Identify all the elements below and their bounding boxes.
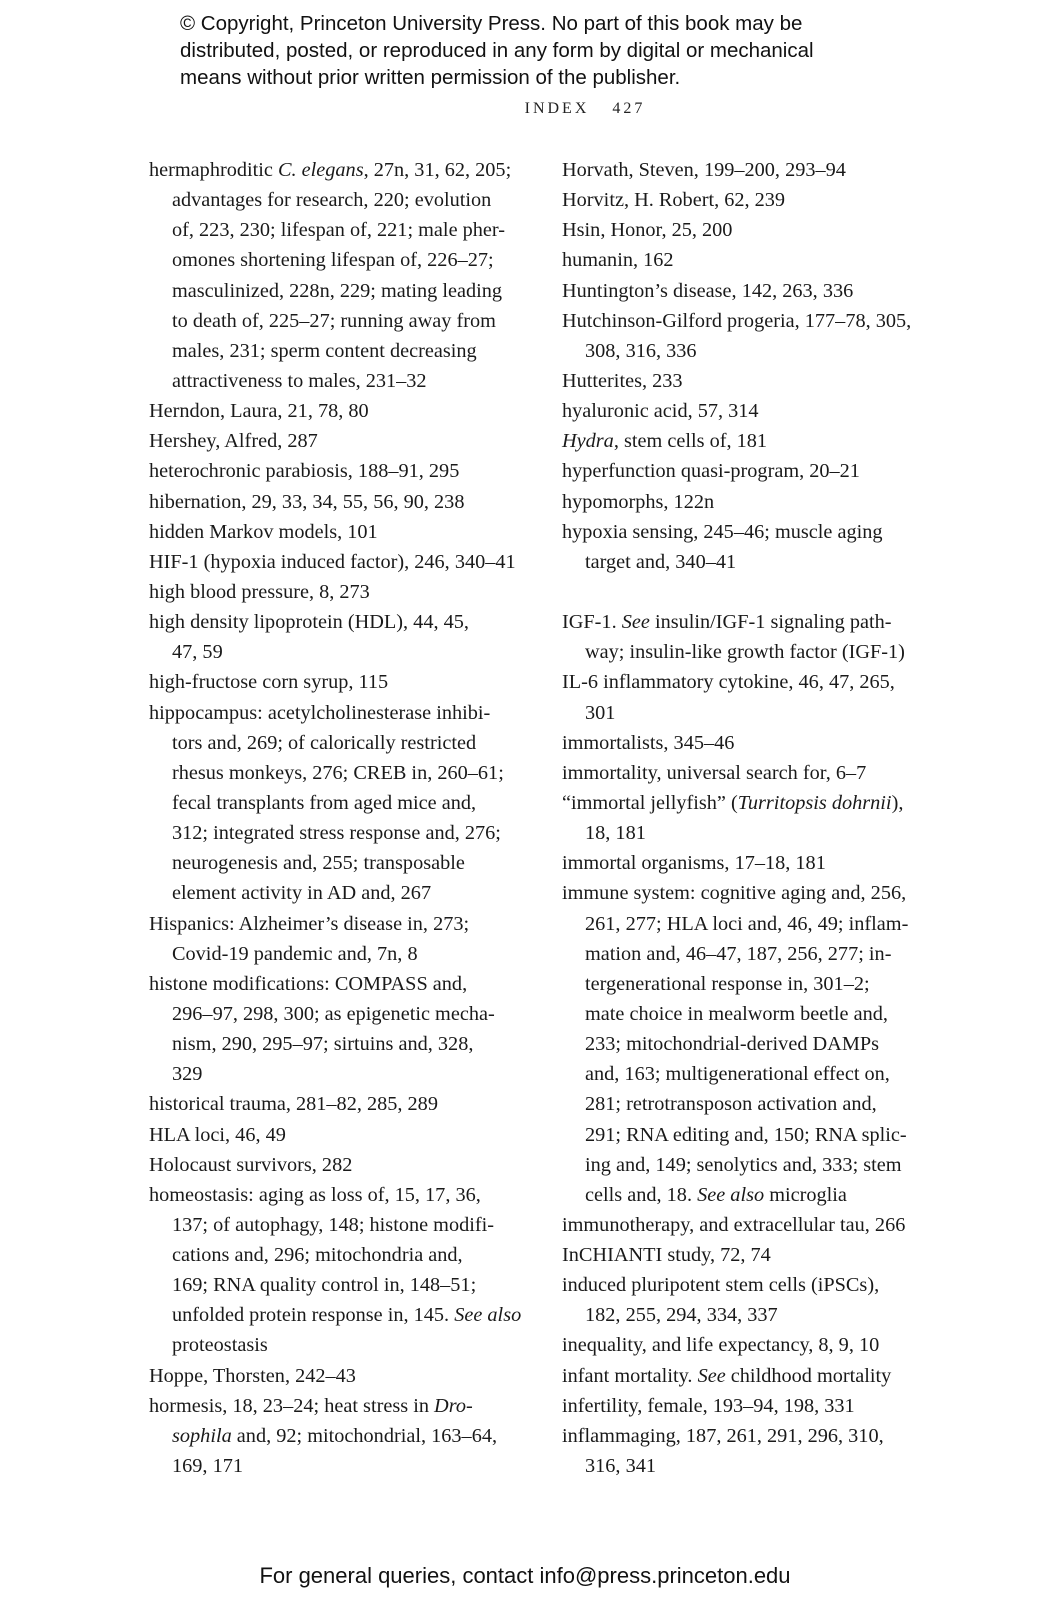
index-entry-continuation: of, 223, 230; lifespan of, 221; male pher-	[172, 219, 506, 242]
index-entry: hyperfunction quasi-program, 20–21	[562, 460, 860, 483]
index-entry-continuation: 169, 171	[172, 1455, 243, 1478]
index-entry-continuation: mate choice in mealworm beetle and,	[585, 1002, 888, 1025]
index-entry-continuation: cations and, 296; mitochondria and,	[172, 1244, 463, 1267]
running-head-section: INDEX	[524, 100, 590, 117]
index-entry: hibernation, 29, 33, 34, 55, 56, 90, 238	[149, 490, 465, 513]
index-entry: Huntington’s disease, 142, 263, 336	[562, 279, 854, 302]
index-entry: Holocaust survivors, 282	[149, 1153, 353, 1176]
index-entry-continuation: Covid-19 pandemic and, 7n, 8	[172, 942, 418, 965]
index-entry: immortal organisms, 17–18, 181	[562, 852, 826, 875]
index-entry: humanin, 162	[562, 249, 674, 272]
index-entry-continuation: element activity in AD and, 267	[172, 882, 432, 905]
index-entry: IL-6 inflammatory cytokine, 46, 47, 265,	[562, 671, 895, 694]
index-entry: hidden Markov models, 101	[149, 520, 378, 543]
index-entry-continuation: masculinized, 228n, 229; mating leading	[172, 279, 503, 302]
index-entry: Hershey, Alfred, 287	[149, 430, 318, 453]
index-entry: Hsin, Honor, 25, 200	[562, 219, 733, 242]
index-entry: hypoxia sensing, 245–46; muscle aging	[562, 520, 883, 543]
index-entry: inflammaging, 187, 261, 291, 296, 310,	[562, 1424, 884, 1447]
index-entry-continuation: ing and, 149; senolytics and, 333; stem	[585, 1153, 902, 1176]
index-entry: Hutterites, 233	[562, 369, 683, 392]
index-entry-continuation: unfolded protein response in, 145. See also	[172, 1304, 522, 1327]
index-entry-continuation: fecal transplants from aged mice and,	[172, 791, 477, 814]
page-number: 427	[612, 100, 646, 117]
index-entry: hippocampus: acetylcholinesterase inhibi-	[149, 701, 491, 724]
index-entry: hormesis, 18, 23–24; heat stress in Dro-	[149, 1394, 473, 1417]
index-entry-continuation: 291; RNA editing and, 150; RNA splic-	[585, 1123, 907, 1146]
index-entry-continuation: 137; of autophagy, 148; histone modifi-	[172, 1213, 495, 1236]
index-entry: Hoppe, Thorsten, 242–43	[149, 1364, 356, 1387]
index-entry: heterochronic parabiosis, 188–91, 295	[149, 460, 460, 483]
index-entry-continuation: 312; integrated stress response and, 276;	[172, 822, 501, 845]
index-entry: HLA loci, 46, 49	[149, 1123, 286, 1146]
index-entry-continuation: tors and, 269; of calorically restricted	[172, 731, 477, 754]
copyright-line: means without prior written permission of the publisher.	[180, 66, 681, 89]
index-entry: high-fructose corn syrup, 115	[149, 671, 389, 694]
index-entry-continuation: cells and, 18. See also microglia	[585, 1183, 847, 1206]
index-entry-continuation: target and, 340–41	[585, 550, 737, 573]
index-entry: immortalists, 345–46	[562, 731, 735, 754]
index-entry-continuation: 47, 59	[172, 641, 223, 664]
copyright-line: distributed, posted, or reproduced in any form by digital or mechanical	[180, 39, 814, 62]
index-entry: Hutchinson-Gilford progeria, 177–78, 305,	[562, 309, 912, 332]
index-entry: Herndon, Laura, 21, 78, 80	[149, 400, 369, 423]
index-entry: Hydra, stem cells of, 181	[562, 430, 768, 453]
index-entry-continuation: mation and, 46–47, 187, 256, 277; in-	[585, 942, 892, 965]
index-entry: homeostasis: aging as loss of, 15, 17, 36,	[149, 1183, 481, 1206]
index-column-right	[562, 155, 942, 1481]
index-entry: infertility, female, 193–94, 198, 331	[562, 1394, 855, 1417]
index-entry: IGF-1. See insulin/IGF-1 signaling path-	[562, 611, 892, 634]
footer-contact: For general queries, contact info@press.princeton.edu	[259, 1563, 791, 1588]
index-entry: Horvath, Steven, 199–200, 293–94	[562, 159, 846, 181]
index-entry-continuation: 18, 181	[585, 822, 646, 845]
index-entry: hermaphroditic C. elegans, 27n, 31, 62, 205;	[149, 159, 512, 181]
index-entry: “immortal jellyfish” (Turritopsis dohrnii),	[562, 791, 904, 814]
index-entry: hypomorphs, 122n	[562, 490, 715, 513]
index-entry: immune system: cognitive aging and, 256,	[562, 882, 907, 905]
index-entry-continuation: 169; RNA quality control in, 148–51;	[172, 1274, 477, 1297]
index-entry: HIF-1 (hypoxia induced factor), 246, 340–41	[149, 550, 516, 573]
index-entry: hyaluronic acid, 57, 314	[562, 400, 759, 423]
index-entry-continuation: 301	[585, 701, 616, 724]
index-entry-continuation: sophila and, 92; mitochondrial, 163–64,	[172, 1424, 498, 1447]
index-entry-continuation: omones shortening lifespan of, 226–27;	[172, 249, 494, 272]
index-entry-continuation: 281; retrotransposon activation and,	[585, 1093, 877, 1116]
index-entry: Horvitz, H. Robert, 62, 239	[562, 189, 786, 212]
index-entry: infant mortality. See childhood mortality	[562, 1364, 892, 1387]
index-entry-continuation: males, 231; sperm content decreasing	[172, 339, 477, 362]
index-column-left	[149, 155, 529, 1481]
index-entry: induced pluripotent stem cells (iPSCs),	[562, 1274, 880, 1297]
copyright-line: © Copyright, Princeton University Press. No part of this book may be	[180, 12, 803, 35]
index-entry-continuation: 233; mitochondrial-derived DAMPs	[585, 1033, 880, 1056]
index-entry: histone modifications: COMPASS and,	[149, 972, 468, 995]
index-entry: high density lipoprotein (HDL), 44, 45,	[149, 611, 469, 634]
running-head	[0, 100, 1050, 118]
index-entry-continuation: advantages for research, 220; evolution	[172, 189, 492, 212]
index-entry-continuation: 261, 277; HLA loci and, 46, 49; inflam-	[585, 912, 909, 935]
copyright-notice	[180, 10, 940, 91]
index-entry-continuation: 182, 255, 294, 334, 337	[585, 1304, 778, 1327]
index-entry-continuation: way; insulin-like growth factor (IGF-1)	[585, 641, 905, 664]
index-entry-continuation: 329	[172, 1063, 203, 1086]
index-entry-continuation: attractiveness to males, 231–32	[172, 369, 427, 392]
index-entry-continuation: 296–97, 298, 300; as epigenetic mecha-	[172, 1002, 495, 1025]
index-entry: InCHIANTI study, 72, 74	[562, 1244, 771, 1267]
index-entry: inequality, and life expectancy, 8, 9, 10	[562, 1334, 880, 1357]
index-entry: immunotherapy, and extracellular tau, 266	[562, 1213, 906, 1236]
index-entry-continuation: neurogenesis and, 255; transposable	[172, 852, 465, 875]
index-entry-continuation: nism, 290, 295–97; sirtuins and, 328,	[172, 1033, 474, 1056]
index-entry: Hispanics: Alzheimer’s disease in, 273;	[149, 912, 470, 935]
index-letter-break	[562, 577, 942, 607]
index-entry-continuation: rhesus monkeys, 276; CREB in, 260–61;	[172, 761, 504, 784]
index-entry-continuation: 316, 341	[585, 1455, 656, 1478]
index-entry-continuation: proteostasis	[172, 1334, 268, 1357]
index-entry-continuation: 308, 316, 336	[585, 339, 697, 362]
index-entry: high blood pressure, 8, 273	[149, 580, 370, 603]
index-entry-continuation: and, 163; multigenerational effect on,	[585, 1063, 890, 1086]
index-entry: historical trauma, 281–82, 285, 289	[149, 1093, 438, 1116]
index-entry: immortality, universal search for, 6–7	[562, 761, 867, 784]
index-entry-continuation: to death of, 225–27; running away from	[172, 309, 496, 332]
index-entry-continuation: tergenerational response in, 301–2;	[585, 972, 870, 995]
